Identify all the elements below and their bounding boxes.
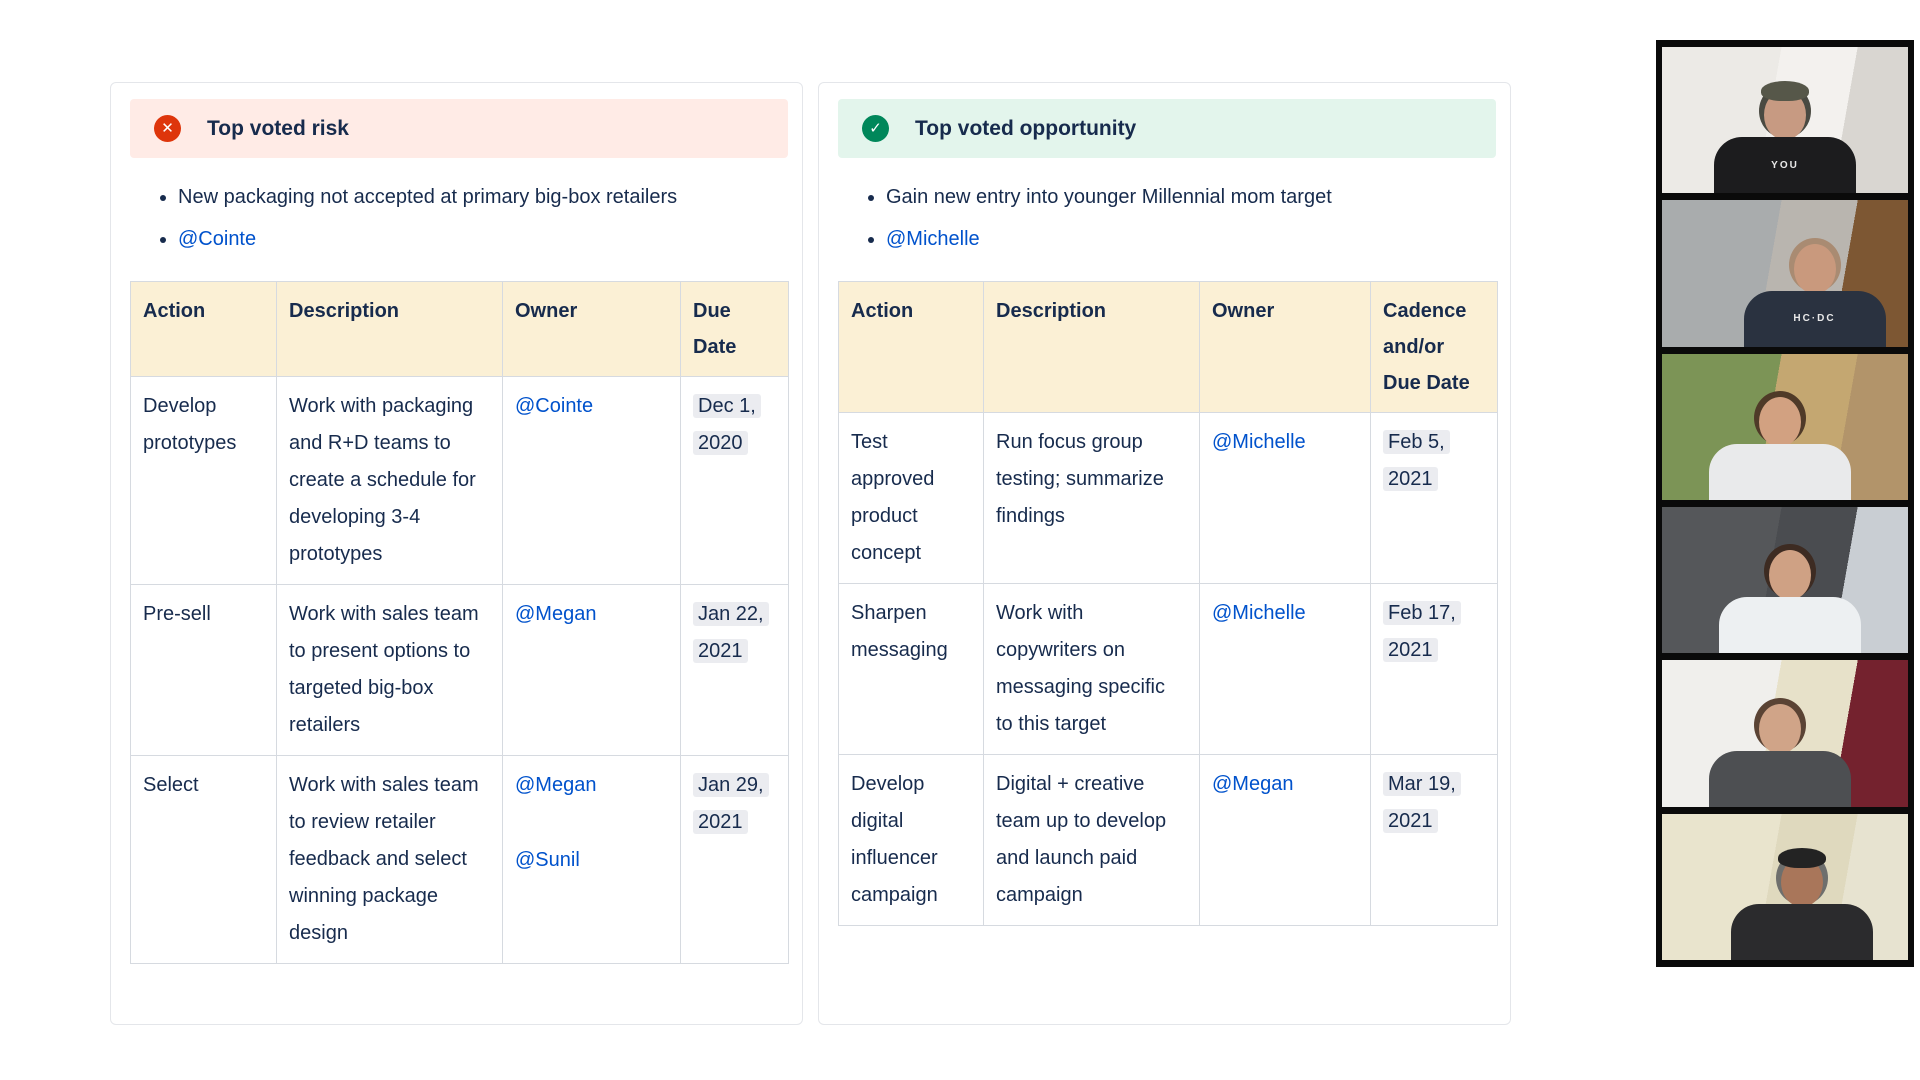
- date-lozenge[interactable]: Jan 29, 2021: [693, 773, 769, 834]
- cell-action: Select: [131, 756, 277, 964]
- cap-icon: [1761, 81, 1809, 101]
- cell-action: Sharpen messaging: [839, 584, 984, 755]
- cell-owner: [503, 377, 681, 585]
- cap-icon: [1756, 695, 1804, 715]
- cell-description: Work with sales team to review retailer feedback and select winning package design: [277, 756, 503, 964]
- date-lozenge[interactable]: Feb 5, 2021: [1383, 430, 1450, 491]
- cell-due-date: [1371, 413, 1498, 584]
- headphones-icon: [1778, 848, 1826, 868]
- check-circle-icon: ✓: [862, 115, 889, 142]
- cell-due-date: [1371, 584, 1498, 755]
- risk-bullet-list: [130, 185, 786, 251]
- cell-owner: [1200, 755, 1371, 926]
- header-cell-action: Action: [839, 282, 984, 413]
- table-row: [839, 755, 1498, 926]
- video-tile-2[interactable]: [1662, 200, 1908, 346]
- opportunity-summary-bullet: • Gain new entry into younger Millennial mom target: [886, 185, 1494, 209]
- risk-banner: [130, 99, 788, 158]
- date-lozenge[interactable]: Dec 1, 2020: [693, 394, 761, 455]
- participant-figure: [1722, 850, 1882, 960]
- header-cell-cadence: Cadence and/or Due Date: [1371, 282, 1498, 413]
- cell-action: Develop prototypes: [131, 377, 277, 585]
- video-tile-5[interactable]: [1662, 660, 1908, 806]
- cell-due-date: [1371, 755, 1498, 926]
- cell-description: Work with packaging and R+D teams to create a schedule for developing 3-4 prototypes: [277, 377, 503, 585]
- risk-action-table: [130, 281, 789, 964]
- participant-torso: [1709, 444, 1851, 500]
- shirt-text: YOU: [1771, 159, 1799, 171]
- table-header-row: [839, 282, 1498, 413]
- risk-summary-bullet: • New packaging not accepted at primary big-box retailers: [178, 185, 786, 209]
- table-row: [839, 584, 1498, 755]
- cell-due-date: [681, 377, 789, 585]
- participant-figure: [1700, 697, 1860, 807]
- risk-owner-bullet: [178, 227, 786, 251]
- opportunity-banner-title: Top voted opportunity: [915, 116, 1137, 140]
- cell-description: Work with copywriters on messaging specific to this target: [984, 584, 1200, 755]
- video-call-strip: [1656, 40, 1914, 967]
- risk-banner-title: Top voted risk: [207, 116, 349, 140]
- participant-figure: [1710, 543, 1870, 653]
- participant-figure: [1705, 83, 1865, 193]
- shirt-text: HC·DC: [1793, 313, 1836, 325]
- cell-action: Develop digital influencer campaign: [839, 755, 984, 926]
- header-cell-due-date: Due Date: [681, 282, 789, 377]
- date-lozenge[interactable]: Feb 17, 2021: [1383, 601, 1461, 662]
- header-cell-description: Description: [277, 282, 503, 377]
- mention-link[interactable]: @Megan: [515, 774, 597, 796]
- cell-owner: [503, 585, 681, 756]
- participant-torso: [1731, 904, 1873, 960]
- participant-torso: [1719, 597, 1861, 653]
- cell-owner: [1200, 584, 1371, 755]
- opportunity-action-table: [838, 281, 1498, 926]
- date-lozenge[interactable]: Mar 19, 2021: [1383, 772, 1461, 833]
- cell-description: Run focus group testing; summarize findings: [984, 413, 1200, 584]
- mention-link[interactable]: @Michelle: [886, 228, 980, 250]
- cell-description: Work with sales team to present options to targeted big-box retailers: [277, 585, 503, 756]
- cell-due-date: [681, 585, 789, 756]
- cell-owner: [1200, 413, 1371, 584]
- opportunity-banner: [838, 99, 1496, 158]
- participant-torso: [1714, 137, 1856, 193]
- mention-link[interactable]: @Megan: [1212, 773, 1294, 795]
- cap-icon: [1766, 541, 1814, 561]
- table-row: [839, 413, 1498, 584]
- cell-owner: [503, 756, 681, 964]
- header-cell-description: Description: [984, 282, 1200, 413]
- table-row: [131, 756, 789, 964]
- cell-action: Pre-sell: [131, 585, 277, 756]
- cap-icon: [1791, 235, 1839, 255]
- participant-figure: [1700, 390, 1860, 500]
- table-header-row: [131, 282, 789, 377]
- video-tile-3[interactable]: [1662, 354, 1908, 500]
- participant-torso: [1744, 291, 1886, 347]
- mention-link[interactable]: @Michelle: [1212, 602, 1306, 624]
- mention-link[interactable]: @Michelle: [1212, 431, 1306, 453]
- participant-torso: [1709, 751, 1851, 807]
- cell-description: Digital + creative team up to develop and launch paid campaign: [984, 755, 1200, 926]
- mention-link[interactable]: @Cointe: [178, 228, 257, 250]
- opportunity-card: [818, 82, 1511, 1025]
- video-tile-4[interactable]: [1662, 507, 1908, 653]
- video-tile-1[interactable]: [1662, 47, 1908, 193]
- risk-card: [110, 82, 803, 1025]
- error-circle-icon: ✕: [154, 115, 181, 142]
- cell-due-date: [681, 756, 789, 964]
- video-tile-6[interactable]: [1662, 814, 1908, 960]
- table-row: [131, 585, 789, 756]
- table-row: [131, 377, 789, 585]
- opportunity-bullet-list: [838, 185, 1494, 251]
- header-cell-owner: Owner: [1200, 282, 1371, 413]
- mention-link[interactable]: @Cointe: [515, 395, 594, 417]
- mention-link[interactable]: @Sunil: [515, 849, 580, 871]
- opportunity-owner-bullet: [886, 227, 1494, 251]
- header-cell-action: Action: [131, 282, 277, 377]
- header-cell-owner: Owner: [503, 282, 681, 377]
- date-lozenge[interactable]: Jan 22, 2021: [693, 602, 769, 663]
- mention-link[interactable]: @Megan: [515, 603, 597, 625]
- cap-icon: [1756, 388, 1804, 408]
- cell-action: Test approved product concept: [839, 413, 984, 584]
- participant-figure: [1735, 237, 1895, 347]
